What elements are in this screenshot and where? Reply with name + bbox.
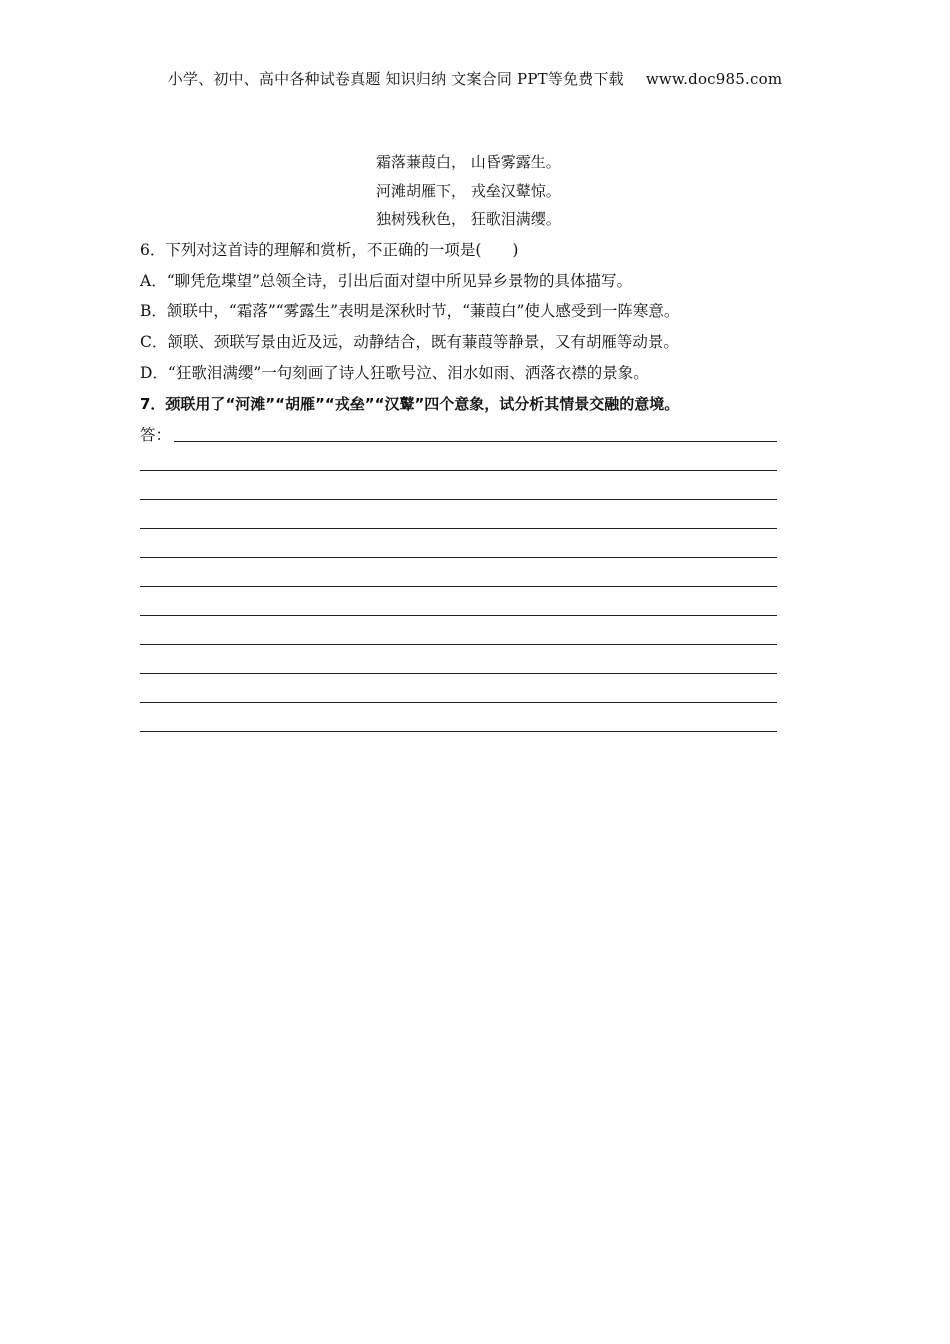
answer-line[interactable] — [140, 586, 777, 587]
poem-line: 霜落蒹葭白， 山昏雾露生。 — [376, 153, 561, 171]
poem-line: 河滩胡雁下， 戎垒汉鼙惊。 — [376, 181, 561, 200]
answer-line[interactable] — [140, 673, 777, 674]
question-6-option-c: C．颔联、颈联写景由近及远，动静结合，既有蒹葭等静景，又有胡雁等动景。 — [140, 333, 679, 351]
header-title: 小学、初中、高中各种试卷真题 知识归纳 文案合同 PPT等免费下载 — [167, 70, 624, 88]
question-6-option-b: B．颔联中，“霜落”“雾露生”表明是深秋时节，“蒹葭白”使人感受到一阵寒意。 — [140, 302, 680, 320]
answer-line[interactable] — [140, 470, 777, 471]
answer-label: 答： — [140, 426, 172, 444]
poem-line: 独树残秋色， 狂歌泪满缨。 — [376, 210, 561, 228]
answer-line[interactable] — [140, 557, 777, 558]
question-7-stem: 7．颈联用了“河滩”“胡雁”“戎垒”“汉鼙”四个意象，试分析其情景交融的意境。 — [140, 395, 680, 413]
question-6-stem: 6．下列对这首诗的理解和赏析，不正确的一项是( ) — [140, 241, 519, 259]
answer-line[interactable] — [174, 441, 777, 442]
answer-line[interactable] — [140, 615, 777, 616]
question-6-option-d: D．“狂歌泪满缨”一句刻画了诗人狂歌号泣、泪水如雨、洒落衣襟的景象。 — [140, 364, 649, 382]
answer-line[interactable] — [140, 499, 777, 500]
poem-excerpt — [376, 148, 561, 234]
answer-line[interactable] — [140, 702, 777, 703]
page-header — [0, 68, 950, 89]
question-6-option-a: A．“聊凭危堞望”总领全诗，引出后面对望中所见异乡景物的具体描写。 — [140, 272, 633, 290]
header-url: www.doc985.com — [645, 70, 783, 88]
answer-line[interactable] — [140, 528, 777, 529]
answer-line[interactable] — [140, 731, 777, 732]
answer-line[interactable] — [140, 644, 777, 645]
